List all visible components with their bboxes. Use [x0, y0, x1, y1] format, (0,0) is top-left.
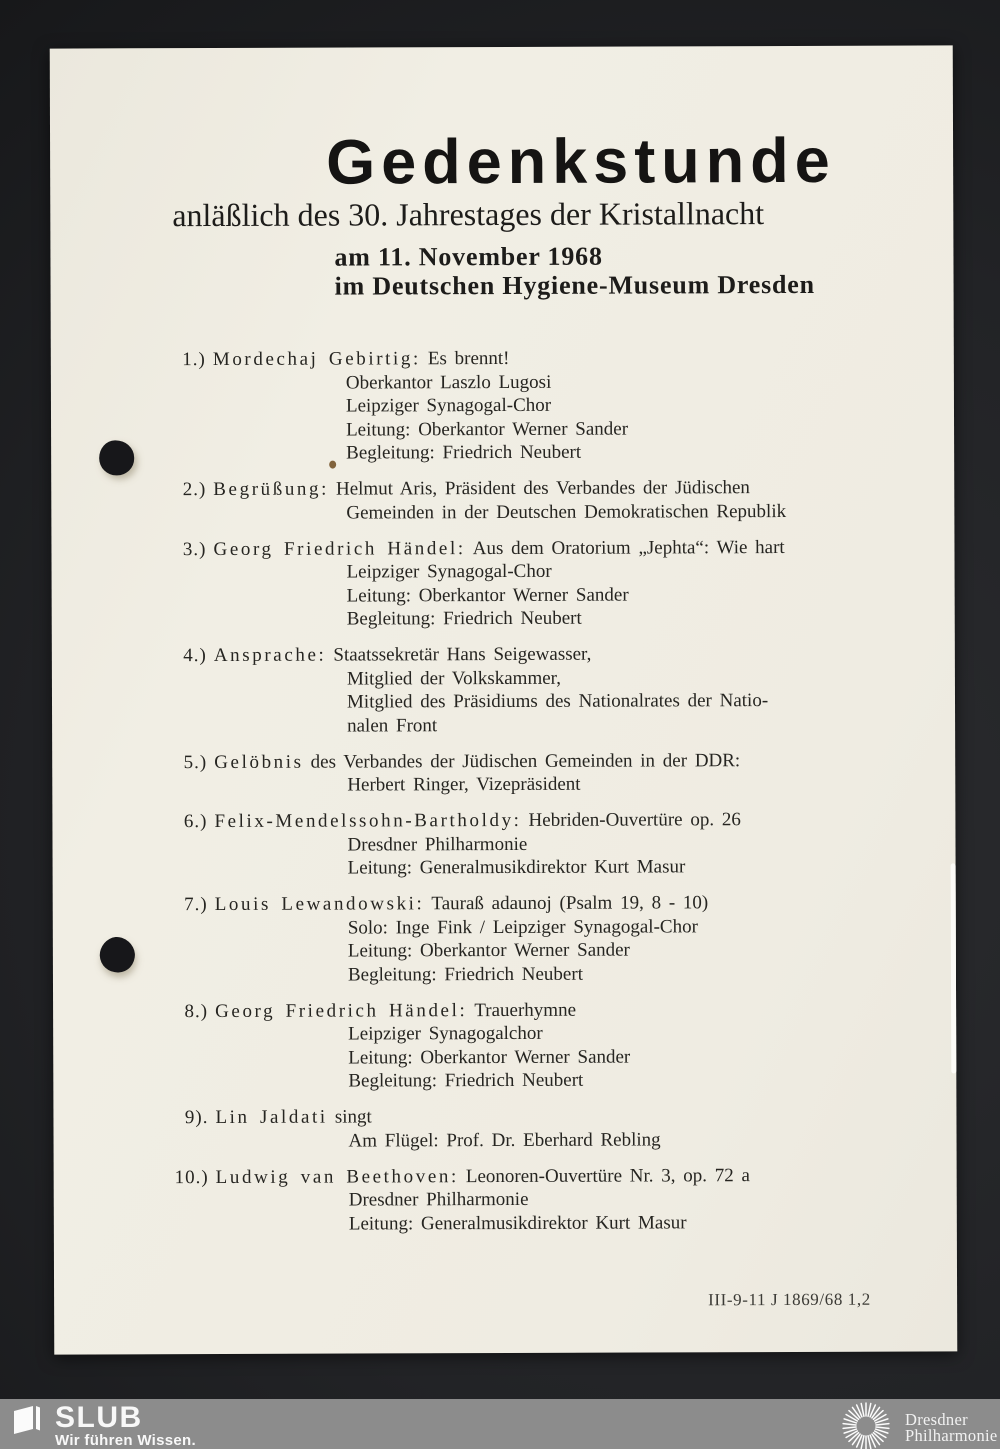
item-text: Trauerhymne — [474, 999, 577, 1021]
partner-wordmark — [905, 1412, 998, 1443]
item-number: 9). — [184, 1107, 209, 1129]
program-list — [51, 345, 947, 1249]
item-detail: Oberkantor Laszlo Lugosi — [345, 371, 552, 394]
item-title: Georg Friedrich Händel: — [213, 537, 466, 560]
item-detail: Begleitung: Friedrich Neubert — [347, 963, 583, 986]
item-detail: Begleitung: Friedrich Neubert — [346, 441, 582, 464]
item-text: Aus dem Oratorium „Jephta“: Wie hart — [472, 536, 785, 559]
item-text: Es brennt! — [427, 347, 510, 370]
program-item — [52, 807, 945, 881]
program-item — [51, 345, 944, 466]
program-item — [53, 890, 946, 987]
item-title: Lin Jaldati — [215, 1106, 328, 1129]
item-detail: Mitglied des Präsidiums des Nationalrates der Natio- — [346, 690, 769, 713]
item-title: Begrüßung: — [213, 478, 330, 501]
item-title: Ansprache: — [213, 644, 327, 667]
item-title: Gelöbnis — [214, 751, 304, 773]
viewer-footer — [0, 1399, 1000, 1449]
item-text: singt — [334, 1106, 372, 1128]
program-item — [53, 1103, 946, 1153]
item-title: Felix-Mendelssohn-Bartholdy: — [214, 809, 522, 833]
program-item — [53, 997, 946, 1094]
item-title: Ludwig van Beethoven: — [215, 1165, 459, 1188]
item-text: Helmut Aris, Präsident des Verbandes der Jüdischen — [335, 477, 750, 500]
item-detail: Herbert Ringer, Vizepräsident — [347, 773, 581, 796]
item-detail: Leipziger Synagogal-Chor — [345, 394, 552, 417]
book-icon — [12, 1403, 44, 1440]
item-number: 2.) — [182, 479, 207, 501]
program-item — [51, 475, 944, 525]
item-text-wrap: Gemeinden in der Deutschen Demokratischen Republik — [346, 500, 787, 524]
program-item — [54, 1163, 947, 1237]
date-line: am 11. November 1968 — [334, 241, 603, 272]
item-number: 7.) — [184, 894, 208, 916]
slub-tagline: Wir führen Wissen. — [55, 1432, 196, 1449]
paper-edge-highlight — [951, 863, 957, 1073]
item-detail: Am Flügel: Prof. Dr. Eberhard Rebling — [348, 1128, 661, 1152]
item-text: Tauraß adaunoj (Psalm 19, 8 - 10) — [431, 892, 709, 915]
item-detail: Begleitung: Friedrich Neubert — [348, 1069, 584, 1092]
item-number: 1.) — [182, 349, 206, 371]
slub-wordmark: SLUB — [55, 1401, 143, 1434]
item-detail: Leipziger Synagogalchor — [348, 1022, 543, 1045]
item-number: 3.) — [182, 538, 207, 560]
item-number: 4.) — [183, 645, 207, 667]
program-page — [50, 45, 958, 1354]
reference-number: III-9-11 J 1869/68 1,2 — [708, 1289, 871, 1310]
item-title: Louis Lewandowski: — [214, 893, 425, 916]
item-text: Staatssekretär Hans Seigewasser, — [333, 643, 592, 666]
item-detail: Leitung: Oberkantor Werner Sander — [346, 418, 629, 441]
item-text: Leonoren-Ouvertüre Nr. 3, op. 72 a — [465, 1164, 750, 1187]
item-detail: nalen Front — [347, 714, 438, 737]
item-detail: Begleitung: Friedrich Neubert — [346, 607, 582, 630]
program-item — [52, 641, 945, 738]
starburst-icon — [840, 1400, 892, 1449]
item-detail: Leitung: Generalmusikdirektor Kurt Masur — [347, 856, 686, 879]
item-detail: Leitung: Generalmusikdirektor Kurt Masur — [348, 1211, 687, 1235]
item-detail: Leitung: Oberkantor Werner Sander — [346, 584, 629, 607]
item-number: 5.) — [183, 751, 208, 773]
subtitle: anläßlich des 30. Jahrestages der Kristallnacht — [172, 195, 765, 234]
program-item — [52, 748, 945, 798]
item-number: 8.) — [184, 1000, 209, 1022]
item-detail: Mitglied der Volkskammer, — [346, 667, 562, 690]
program-item — [51, 535, 944, 632]
item-detail: Solo: Inge Fink / Leipziger Synagogal-Chor — [347, 915, 698, 939]
item-title: Georg Friedrich Händel: — [215, 999, 468, 1022]
partner-line2: Philharmonie — [905, 1425, 998, 1445]
item-detail: Dresdner Philharmonie — [348, 1188, 529, 1211]
item-text: Hebriden-Ouvertüre op. 26 — [528, 809, 741, 831]
item-detail: Leitung: Oberkantor Werner Sander — [348, 1046, 631, 1069]
page-title: Gedenkstunde — [326, 125, 836, 198]
item-title: Mordechaj Gebirtig: — [212, 348, 421, 371]
partner-line1: Dresdner — [905, 1410, 968, 1429]
item-detail: Leitung: Oberkantor Werner Sander — [347, 939, 630, 962]
item-text: des Verbandes der Jüdischen Gemeinden in der DDR: — [310, 749, 741, 773]
item-detail: Dresdner Philharmonie — [347, 833, 528, 856]
item-detail: Leipziger Synagogal-Chor — [346, 560, 552, 583]
item-number: 6.) — [183, 811, 208, 833]
item-number: 10.) — [174, 1166, 209, 1188]
venue-line: im Deutschen Hygiene-Museum Dresden — [334, 269, 815, 301]
